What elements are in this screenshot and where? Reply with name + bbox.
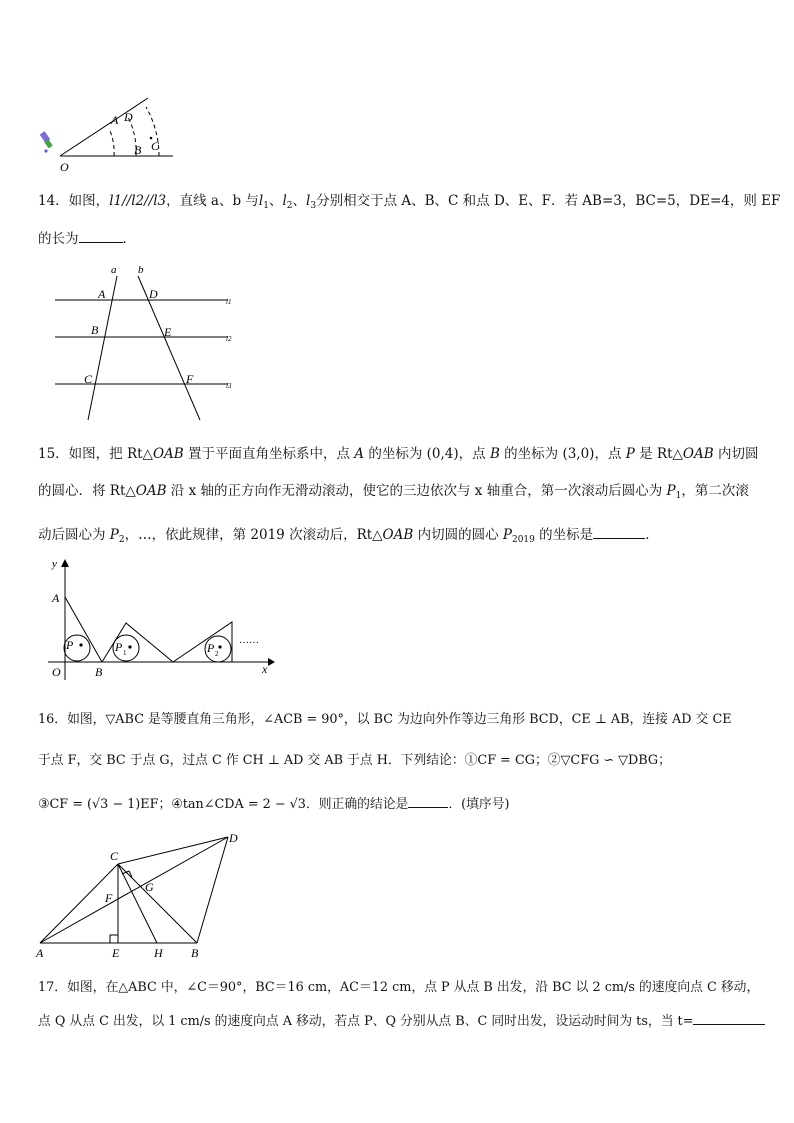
label-b: b (138, 264, 144, 276)
label-P2-sub: 2 (215, 650, 219, 658)
question-15-line-1: 15．如图，把 Rt△OAB 置于平面直角坐标系中，点 A 的坐标为 (0,4)，点 B 的坐标为 (3,0)，点 P 是 Rt△OAB 内切圆 (38, 446, 759, 462)
line-b (138, 276, 200, 420)
label-l3: l3 (226, 382, 232, 390)
segment-CD (118, 837, 228, 864)
segment-AD (40, 837, 228, 943)
question-16-line-1: 16．如图，▽ABC 是等腰直角三角形，∠ACB = 90°，以 BC 为边向外作等边三角形 BCD，CE ⊥ AB，连接 AD 交 CE (38, 712, 732, 727)
label-C: C (110, 849, 119, 863)
segment-CH (118, 864, 157, 943)
label-A: A (111, 113, 119, 127)
label-B: B (191, 946, 199, 960)
question-17-line-2: 点 Q 从点 C 出发，以 1 cm/s 的速度向点 A 移动，若点 P、Q 分别从点 B、C 同时出发，设运动时间为 ts，当 t= (38, 1013, 760, 1029)
label-B: B (95, 665, 103, 679)
figure-sector-arcs (38, 110, 188, 180)
label-F: F (105, 891, 113, 905)
label-C: C (151, 139, 160, 153)
answer-blank-14[interactable] (79, 231, 123, 243)
answer-blank-17[interactable] (693, 1013, 765, 1025)
answer-blank-16[interactable] (408, 796, 448, 808)
label-H: H (154, 946, 163, 960)
figure-parallel-lines (50, 262, 250, 422)
question-14-line-1: 14．如图，l1//l2//l3，直线 a、b 与$l_1$、$l_2$、$l_3$分别相交于点 A、B、C 和点 D、E、F．若 AB=3，BC=5，DE=4，则 EF (38, 193, 781, 211)
label-a: a (111, 264, 117, 276)
x-axis-arrow-icon (268, 658, 275, 666)
figure-rolling-triangle (40, 555, 280, 680)
pencil-icon (40, 131, 53, 152)
figure-isosceles-equilateral (30, 828, 260, 963)
arc-inner (110, 131, 114, 156)
label-D: D (149, 287, 158, 301)
label-D: D (124, 110, 133, 124)
segment-CB (118, 864, 197, 943)
label-E: E (112, 946, 120, 960)
triangle-original (65, 597, 102, 662)
question-15-line-2: 的圆心．将 Rt△OAB 沿 x 轴的正方向作无滑动滚动，使它的三边依次与 x 轴重合，第一次滚动后圆心为 $P_1$，第二次滚 (38, 483, 749, 501)
segment-DB (197, 837, 228, 943)
label-A: A (36, 946, 44, 960)
label-l2: l2 (226, 335, 232, 343)
label-C: C (84, 372, 93, 386)
label-F: F (186, 372, 194, 386)
label-B: B (134, 143, 142, 157)
label-x: x (262, 662, 268, 676)
label-y: y (52, 558, 57, 570)
label-O: O (52, 665, 61, 679)
question-16-line-3: ③CF = (√3 − 1)EF；④tan∠CDA = 2 − √3．则正确的结论是 ．(填序号) (38, 797, 510, 812)
label-P1-sub: 1 (123, 649, 127, 657)
label-A: A (52, 591, 60, 605)
question-17-line-1: 17．如图，在△ABC 中，∠C＝90°，BC＝16 cm，AC＝12 cm，点 P 从点 B 出发，沿 BC 以 2 cm/s 的速度向点 C 移动， (38, 980, 760, 995)
answer-blank-15[interactable] (593, 527, 645, 539)
label-P1: P (115, 640, 123, 654)
label-A: A (98, 287, 106, 301)
question-14-line-2: 的长为 ． (38, 231, 136, 247)
label-O: O (60, 160, 69, 174)
label-B: B (91, 323, 99, 337)
label-G: G (145, 880, 154, 894)
label-l1: l1 (226, 298, 232, 306)
y-axis-arrow-icon (61, 559, 69, 567)
question-16-line-2: 于点 F，交 BC 于点 G，过点 C 作 CH ⊥ AD 交 AB 于点 H．下列结论：①CF = CG；②▽CFG ∽ ▽DBG； (38, 753, 671, 768)
label-D: D (229, 831, 238, 845)
label-P: P (66, 638, 74, 652)
triangle-roll-2 (173, 622, 232, 662)
question-15-line-3: 动后圆心为 $P_2$，…，依此规律，第 2019 次滚动后，Rt△OAB 内切圆的圆心 $P_{2019}$ 的坐标是 ． (38, 527, 659, 545)
continuation-dots: …… (239, 635, 259, 646)
label-E: E (164, 325, 172, 339)
label-P2: P (207, 641, 215, 655)
right-angle-mark-E (110, 935, 118, 943)
